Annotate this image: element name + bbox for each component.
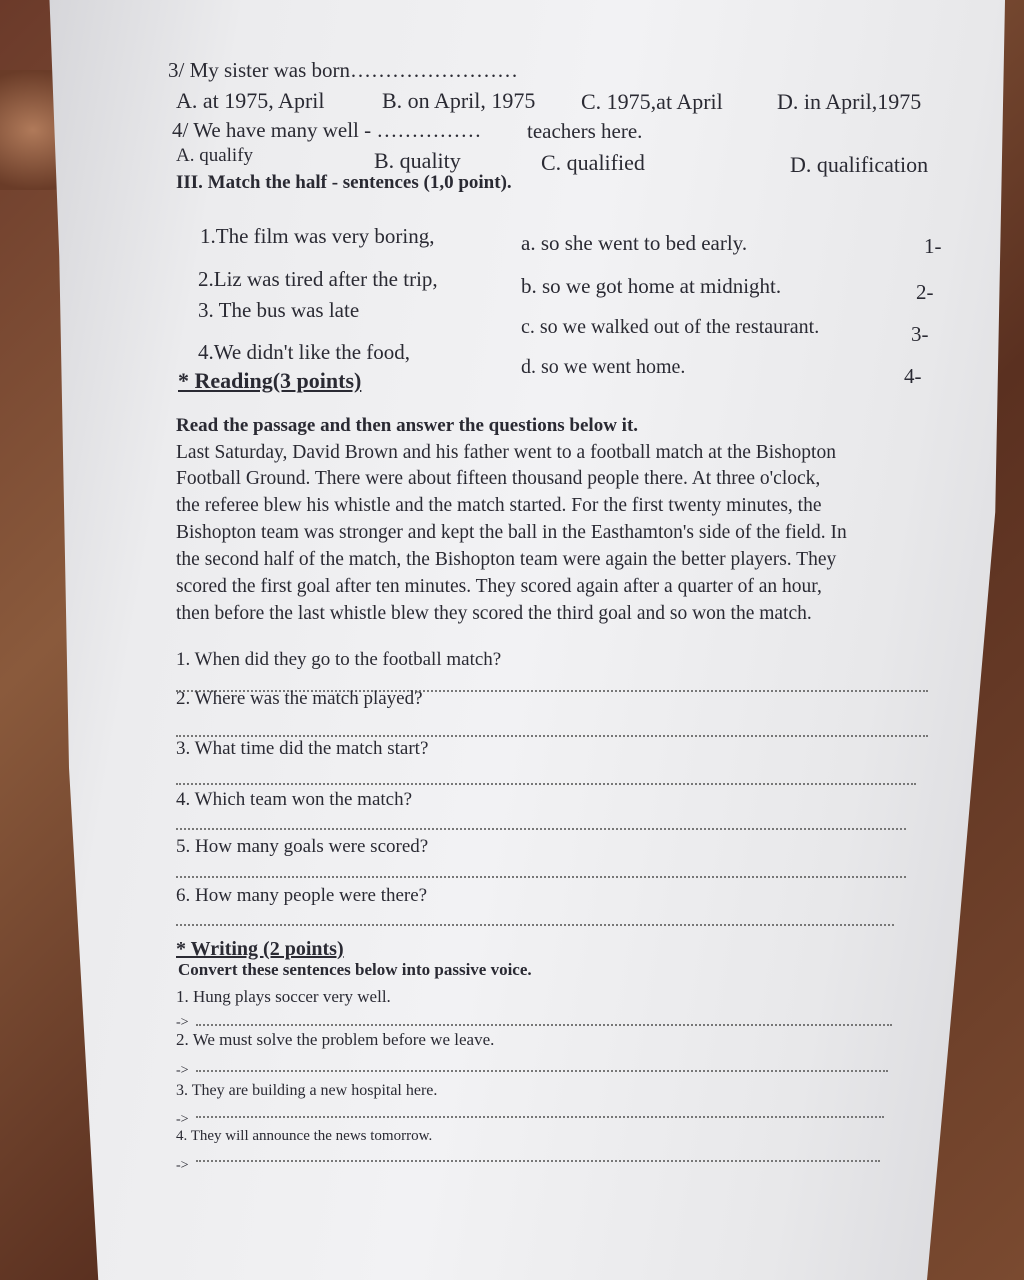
reading-question-1: 1. When did they go to the football match? (176, 649, 502, 670)
q4-stem-end: teachers here. (527, 119, 643, 143)
answer-line[interactable] (176, 828, 906, 830)
match-answer-3: 3- (911, 322, 929, 346)
match-answer-2: 2- (916, 280, 934, 304)
writing-item-4: 4. They will announce the news tomorrow. (176, 1128, 433, 1144)
writing-heading: * Writing (2 points) (176, 938, 344, 960)
q4-option-a: A. qualify (176, 145, 254, 166)
match-heading: III. Match the half - sentences (1,0 point). (176, 172, 512, 193)
passage-line: Football Ground. There were about fifteen thousand people there. At three o'clock, (176, 468, 821, 489)
match-left-2: 2.Liz was tired after the trip, (198, 267, 438, 291)
answer-line[interactable] (196, 1160, 880, 1162)
answer-line[interactable] (196, 1070, 888, 1072)
match-right-a: a. so she went to bed early. (521, 231, 748, 255)
q3-option-c: C. 1975,at April (581, 89, 723, 114)
match-left-4: 4.We didn't like the food, (198, 340, 411, 364)
match-right-c: c. so we walked out of the restaurant. (521, 316, 820, 338)
q4-option-c: C. qualified (541, 150, 645, 175)
answer-line[interactable] (176, 783, 916, 785)
answer-line[interactable] (176, 876, 906, 878)
q3-option-b: B. on April, 1975 (382, 88, 536, 113)
reading-question-3: 3. What time did the match start? (176, 738, 429, 759)
writing-item-3: 3. They are building a new hospital here. (176, 1082, 438, 1099)
arrow-marker: -> (176, 1112, 189, 1127)
passage-line: scored the first goal after ten minutes. They scored again after a quarter of an hour, (176, 576, 822, 597)
match-answer-1: 1- (924, 234, 942, 258)
match-left-1: 1.The film was very boring, (200, 224, 435, 248)
passage-line: the referee blew his whistle and the match started. For the first twenty minutes, the (176, 495, 822, 516)
q4-option-b: B. quality (374, 148, 461, 173)
match-right-b: b. so we got home at midnight. (521, 274, 782, 298)
reading-question-6: 6. How many people were there? (176, 885, 428, 906)
q3-stem: 3/ My sister was born…………………… (168, 58, 518, 82)
reading-question-5: 5. How many goals were scored? (176, 836, 429, 857)
arrow-marker: -> (176, 1158, 189, 1173)
answer-line[interactable] (196, 1116, 884, 1118)
passage-line: Last Saturday, David Brown and his father went to a football match at the Bishopton (176, 442, 836, 463)
q3-option-a: A. at 1975, April (176, 88, 325, 113)
answer-line[interactable] (176, 924, 894, 926)
writing-item-2: 2. We must solve the problem before we leave. (176, 1030, 495, 1049)
writing-instruction: Convert these sentences below into passive voice. (178, 960, 532, 979)
q4-option-d: D. qualification (790, 152, 929, 177)
arrow-marker: -> (176, 1063, 189, 1078)
arrow-marker: -> (176, 1015, 189, 1030)
q4-stem: 4/ We have many well - …………… (172, 118, 482, 142)
passage-line: the second half of the match, the Bishopton team were again the better players. They (176, 549, 837, 570)
reading-question-4: 4. Which team won the match? (176, 789, 413, 810)
answer-line[interactable] (176, 735, 928, 737)
match-answer-4: 4- (904, 364, 922, 388)
match-right-d: d. so we went home. (521, 356, 686, 378)
reading-question-2: 2. Where was the match played? (176, 688, 423, 709)
passage-line: Bishopton team was stronger and kept the ball in the Easthamton's side of the field. In (176, 522, 847, 543)
q3-option-d: D. in April,1975 (777, 89, 922, 114)
passage-line: then before the last whistle blew they scored the third goal and so won the match. (176, 603, 812, 624)
match-left-3: 3. The bus was late (198, 298, 360, 322)
reading-instruction: Read the passage and then answer the questions below it. (176, 415, 639, 436)
answer-line[interactable] (196, 1024, 892, 1026)
reading-heading: * Reading(3 points) (178, 368, 362, 393)
writing-item-1: 1. Hung plays soccer very well. (176, 987, 391, 1006)
